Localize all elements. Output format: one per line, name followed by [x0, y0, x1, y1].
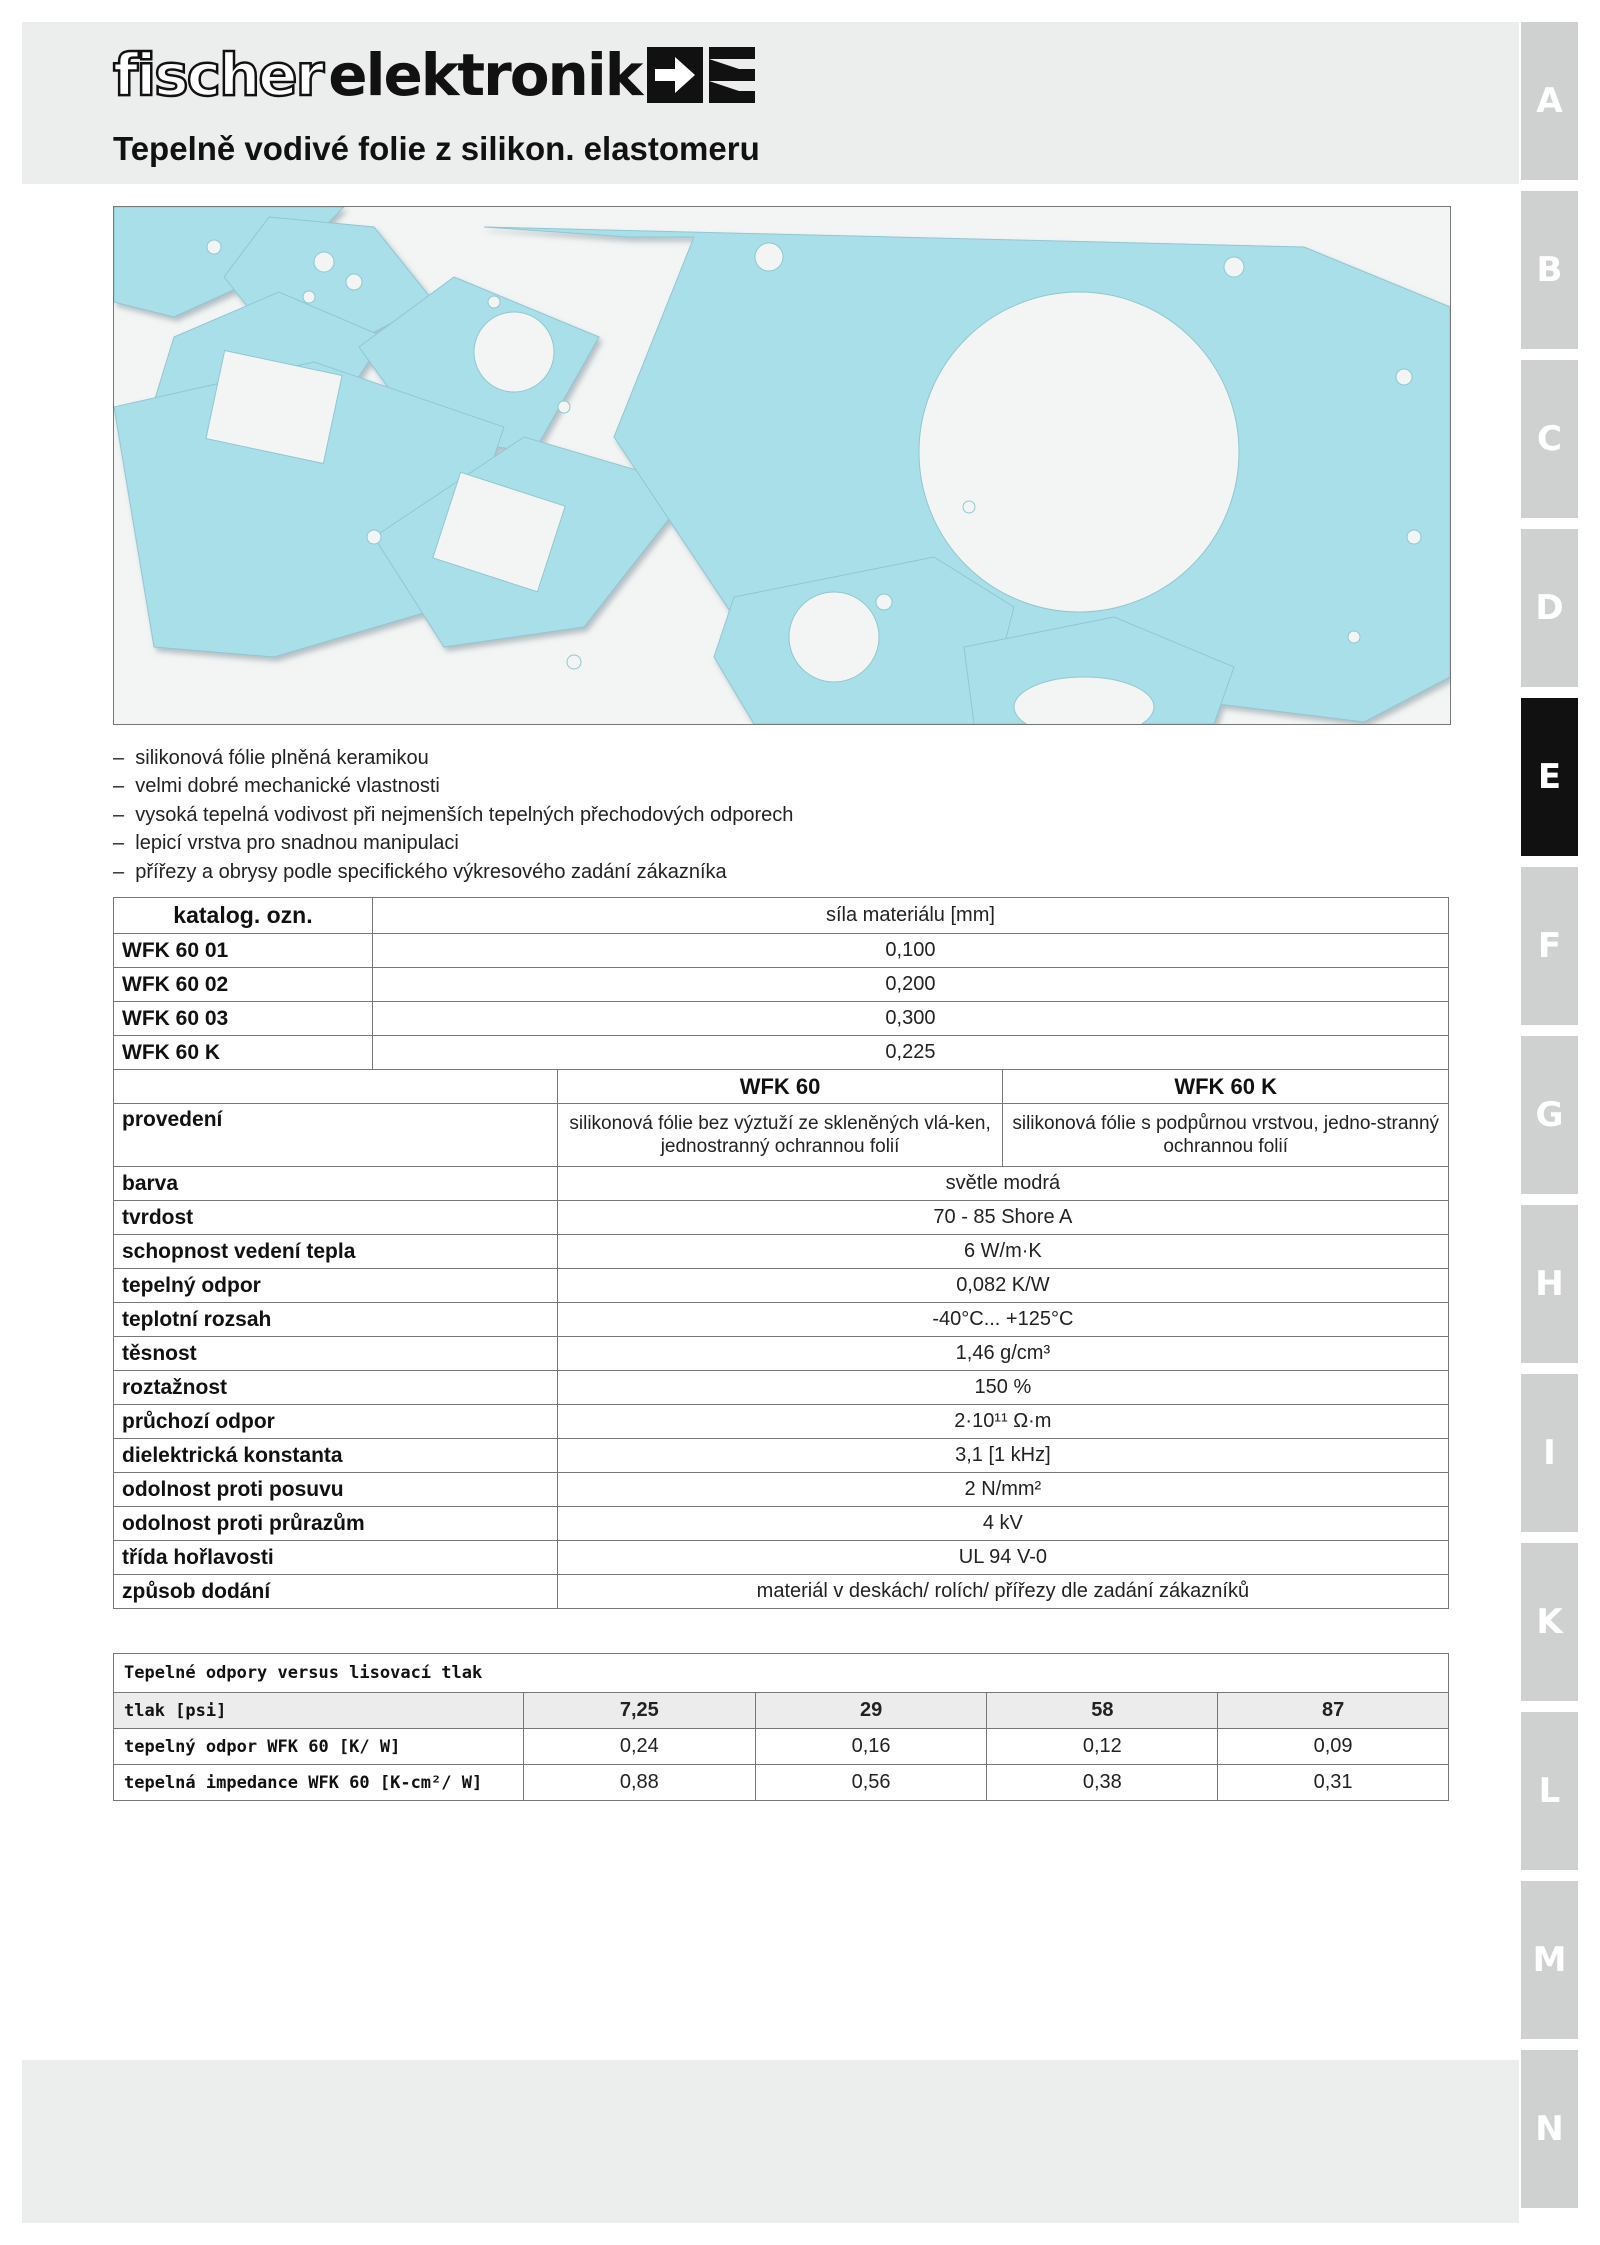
code-cell: WFK 60 K [114, 1036, 373, 1070]
feature-list [113, 744, 793, 886]
pressure-table-title: Tepelné odpory versus lisovací tlak [114, 1654, 1449, 1693]
list-item: – vysoká tepelná vodivost při nejmenších tepelných přechodových odporech [113, 801, 793, 829]
empty-cell [114, 1070, 558, 1104]
table-cell: 0,24 [523, 1729, 755, 1765]
property-value: UL 94 V-0 [557, 1541, 1448, 1575]
table-row [114, 1201, 1449, 1235]
property-value: 1,46 g/cm³ [557, 1337, 1448, 1371]
property-label: schopnost vedení tepla [114, 1235, 558, 1269]
property-value: silikonová fólie s podpůrnou vrstvou, jedno-stranný ochrannou folií [1003, 1104, 1449, 1167]
table-row [114, 1575, 1449, 1609]
property-label: těsnost [114, 1337, 558, 1371]
list-item: – silikonová fólie plněná keramikou [113, 744, 793, 772]
property-label: průchozí odpor [114, 1405, 558, 1439]
row-label: tepelný odpor WFK 60 [K/ W] [114, 1729, 524, 1765]
list-item: – lepicí vrstva pro snadnou manipulaci [113, 829, 793, 857]
property-value: 70 - 85 Shore A [557, 1201, 1448, 1235]
property-value: materiál v deskách/ rolích/ přířezy dle zadání zákazníků [557, 1575, 1448, 1609]
property-value: světle modrá [557, 1167, 1448, 1201]
table-cell: 0,56 [755, 1765, 987, 1801]
table-row [114, 1693, 1449, 1729]
tab-h[interactable]: H [1521, 1205, 1578, 1363]
property-label: tvrdost [114, 1201, 558, 1235]
table-row [114, 1235, 1449, 1269]
table-row [114, 1371, 1449, 1405]
table-cell: 58 [987, 1693, 1218, 1729]
property-label: odolnost proti průrazům [114, 1507, 558, 1541]
table-row [114, 1439, 1449, 1473]
tab-i[interactable]: I [1521, 1374, 1578, 1532]
property-label: provedení [114, 1104, 558, 1167]
tab-a[interactable]: A [1521, 22, 1578, 180]
property-value: 6 W/m·K [557, 1235, 1448, 1269]
code-cell: WFK 60 01 [114, 934, 373, 968]
table-cell: 29 [755, 1693, 987, 1729]
property-value: 2 N/mm² [557, 1473, 1448, 1507]
property-value: 2·10¹¹ Ω·m [557, 1405, 1448, 1439]
tab-l[interactable]: L [1521, 1712, 1578, 1870]
table-row [114, 1104, 1449, 1167]
tab-m[interactable]: M [1521, 1881, 1578, 2039]
table-cell: 0,09 [1218, 1729, 1449, 1765]
tab-c[interactable]: C [1521, 360, 1578, 518]
tab-f[interactable]: F [1521, 867, 1578, 1025]
specification-table [113, 897, 1449, 1609]
property-label: způsob dodání [114, 1575, 558, 1609]
list-item: – přířezy a obrysy podle specifického výkresového zadání zákazníka [113, 858, 793, 886]
list-item: – velmi dobré mechanické vlastnosti [113, 772, 793, 800]
logo-text-fischer: fischer [113, 41, 323, 109]
silicone-foil-illustration [114, 207, 1450, 724]
column-header-wfk60k: WFK 60 K [1003, 1070, 1449, 1104]
property-label: tepelný odpor [114, 1269, 558, 1303]
property-label: barva [114, 1167, 558, 1201]
table-row [114, 1002, 1449, 1036]
row-label: tlak [psi] [114, 1693, 524, 1729]
logo-arrow-icon [647, 47, 757, 103]
tab-k[interactable]: K [1521, 1543, 1578, 1701]
footer-band [22, 2060, 1519, 2223]
thickness-cell: 0,100 [372, 934, 1448, 968]
property-value: 150 % [557, 1371, 1448, 1405]
table-cell: 87 [1218, 1693, 1449, 1729]
table-row [114, 1405, 1449, 1439]
table-row [114, 898, 1449, 934]
property-label: dielektrická konstanta [114, 1439, 558, 1473]
property-label: teplotní rozsah [114, 1303, 558, 1337]
table-row [114, 1507, 1449, 1541]
tab-n[interactable]: N [1521, 2050, 1578, 2208]
table-row [114, 1654, 1449, 1693]
table-cell: 7,25 [523, 1693, 755, 1729]
product-image [113, 206, 1451, 725]
table-row [114, 968, 1449, 1002]
table-row [114, 1070, 1449, 1104]
table-cell: 0,16 [755, 1729, 987, 1765]
property-label: roztažnost [114, 1371, 558, 1405]
code-cell: WFK 60 02 [114, 968, 373, 1002]
table-row [114, 934, 1449, 968]
property-label: třída hořlavosti [114, 1541, 558, 1575]
row-label: tepelná impedance WFK 60 [K-cm²/ W] [114, 1765, 524, 1801]
table-row [114, 1541, 1449, 1575]
table-row [114, 1167, 1449, 1201]
table-row [114, 1729, 1449, 1765]
table-row [114, 1765, 1449, 1801]
logo-text-elektronik: elektronik [328, 41, 642, 109]
table-row [114, 1303, 1449, 1337]
table-cell: 0,12 [987, 1729, 1218, 1765]
tab-g[interactable]: G [1521, 1036, 1578, 1194]
table-cell: 0,38 [987, 1765, 1218, 1801]
property-value: 0,082 K/W [557, 1269, 1448, 1303]
tab-e[interactable]: E [1521, 698, 1578, 856]
property-value: -40°C... +125°C [557, 1303, 1448, 1337]
table-row [114, 1337, 1449, 1371]
page-title: Tepelně vodivé folie z silikon. elastomeru [113, 130, 760, 167]
thickness-cell: 0,300 [372, 1002, 1448, 1036]
column-header-wfk60: WFK 60 [557, 1070, 1003, 1104]
table-row [114, 1473, 1449, 1507]
table-cell: 0,31 [1218, 1765, 1449, 1801]
table-row [114, 1036, 1449, 1070]
thickness-cell: 0,225 [372, 1036, 1448, 1070]
table-cell: 0,88 [523, 1765, 755, 1801]
pressure-table [113, 1653, 1449, 1801]
code-cell: WFK 60 03 [114, 1002, 373, 1036]
property-value: 3,1 [1 kHz] [557, 1439, 1448, 1473]
brand-logo [113, 42, 757, 108]
property-value: silikonová fólie bez výztuží ze skleněných vlá-ken, jednostranný ochrannou folií [557, 1104, 1003, 1167]
table-row [114, 1269, 1449, 1303]
header-thickness: síla materiálu [mm] [372, 898, 1448, 934]
property-value: 4 kV [557, 1507, 1448, 1541]
tab-d[interactable]: D [1521, 529, 1578, 687]
property-label: odolnost proti posuvu [114, 1473, 558, 1507]
header-code: katalog. ozn. [114, 898, 373, 934]
tab-b[interactable]: B [1521, 191, 1578, 349]
thickness-cell: 0,200 [372, 968, 1448, 1002]
